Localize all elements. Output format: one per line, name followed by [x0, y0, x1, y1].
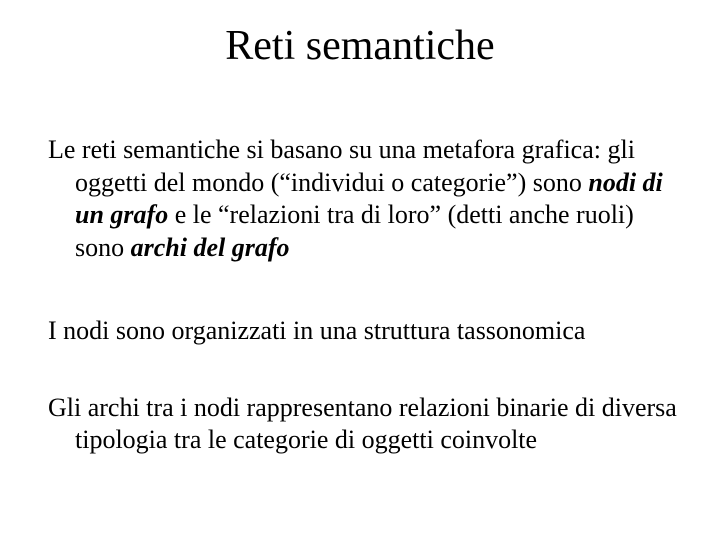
paragraph-binary-relations: Gli archi tra i nodi rappresentano relazioni binarie di diversa tipologia tra le categorie di oggetti coinvolte: [48, 392, 677, 454]
emphasis-nodes: nodi di un grafo: [75, 167, 663, 229]
paragraph-taxonomy: I nodi sono organizzati in una struttura tassonomica: [48, 316, 586, 345]
slide-title: Reti semantiche: [225, 23, 495, 69]
paragraph-semantic-networks: [48, 134, 688, 264]
paragraph-text: Le reti semantiche si basano su una metafora grafica: gli oggetti del mondo (“individui o categorie”) sono: [48, 135, 635, 197]
slide-body: [48, 134, 688, 457]
paragraph-text: e le “relazioni tra di loro” (detti anche ruoli) sono: [75, 200, 634, 262]
emphasis-arcs: archi del grafo: [130, 232, 290, 262]
